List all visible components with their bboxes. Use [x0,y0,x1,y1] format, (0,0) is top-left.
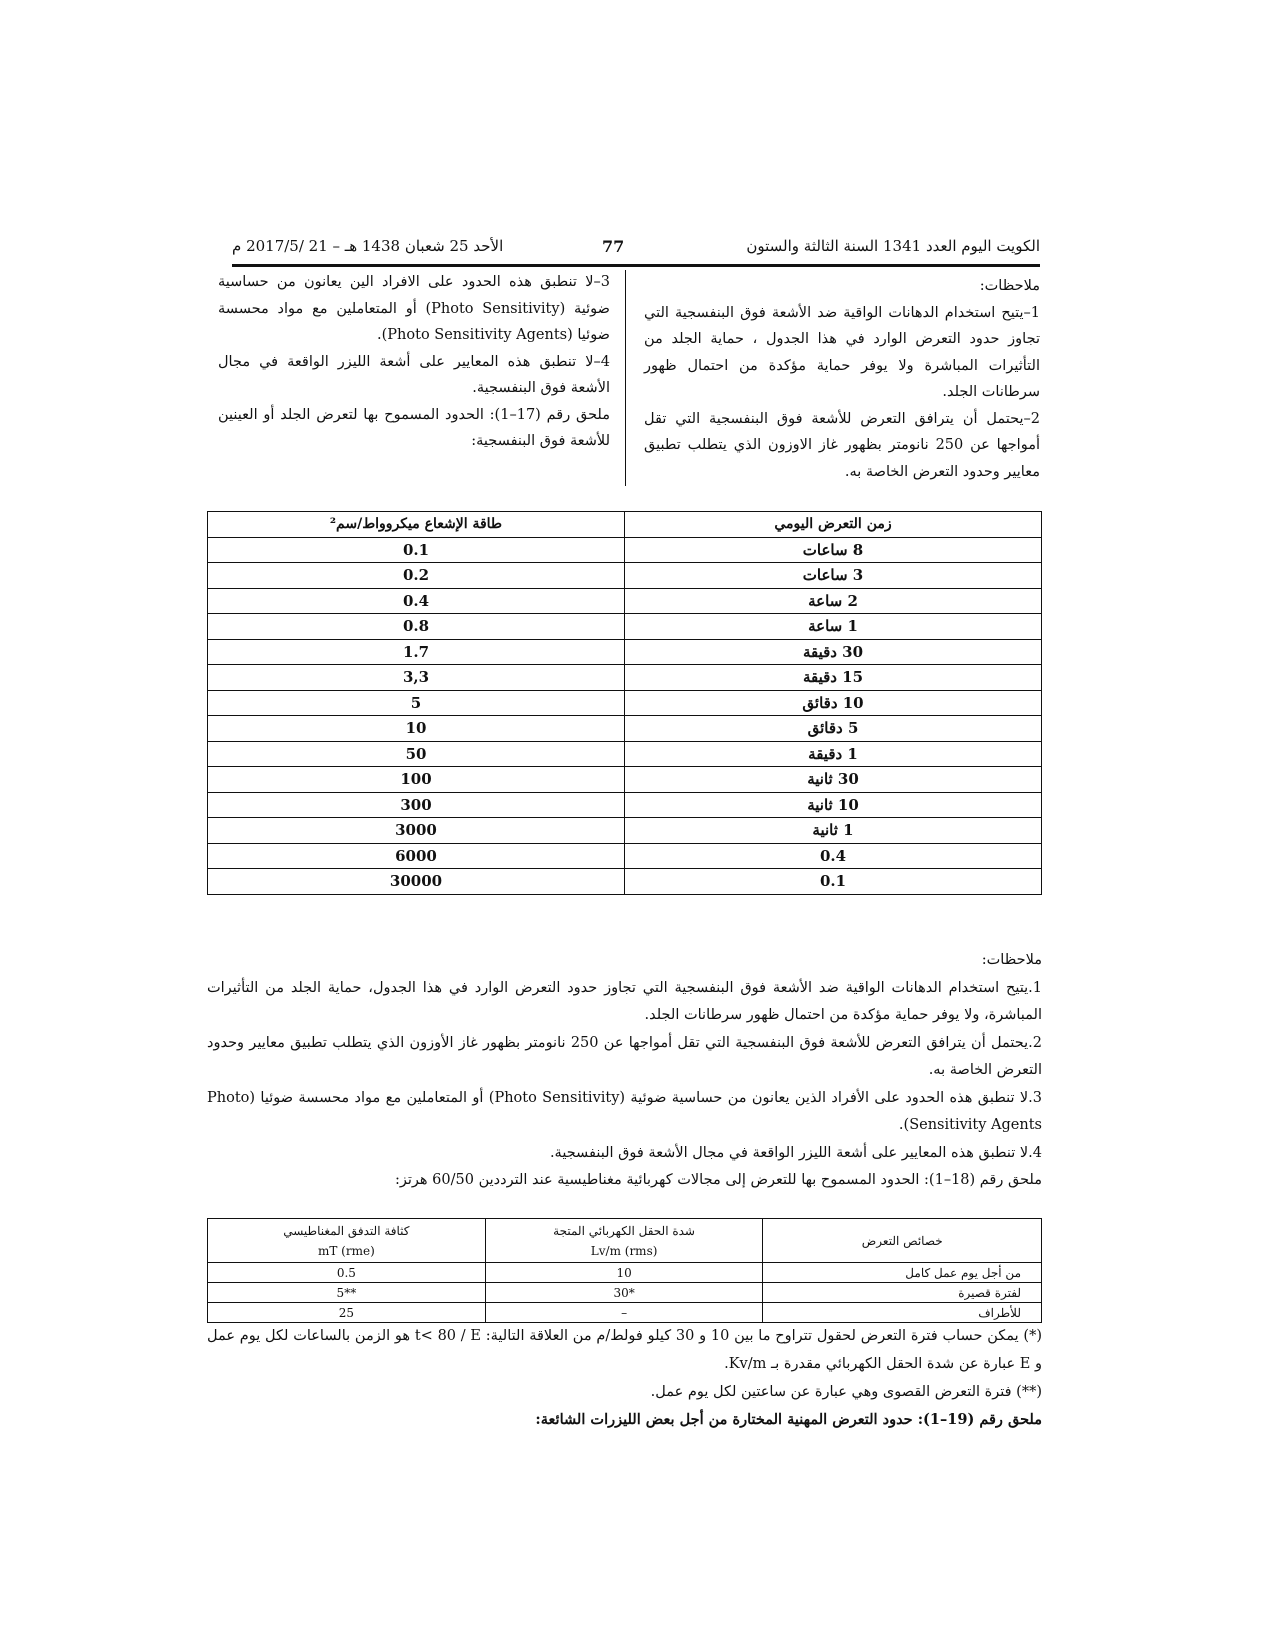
table-row [208,588,1042,614]
note-item: 2.يحتمل أن يترافق التعرض للأشعة فوق البنفسجية التي تقل أمواجها عن 250 نانومتر بظهور غاز الأوزون الذي يتطلب تطبيق معايير وحدود التعرض الخاصة به. [207,1034,1042,1078]
page-header [232,237,1040,263]
cell-radiation-energy: 1.7 [208,639,625,665]
cell-radiation-energy: 3,3 [208,665,625,691]
cell-electric-field: – [485,1303,763,1323]
notes-title: ملاحظات: [979,278,1040,294]
cell-radiation-energy: 100 [208,767,625,793]
cell-magnetic-flux: 25 [208,1303,486,1323]
table-row [208,563,1042,589]
cell-radiation-energy: 0.8 [208,614,625,640]
table-row [208,665,1042,691]
table-header-row [208,1219,1042,1263]
table-row [208,716,1042,742]
cell-exposure-time: 1 ساعة [625,614,1042,640]
cell-radiation-energy: 6000 [208,843,625,869]
note-item: 3–لا تنطبق هذه الحدود على الافراد الين يعانون من حساسية ضوئية (Photo Sensitivity) أو المتعاملين مع مواد محسسة ضوئيا (Photo Sensitivity Agents). [218,274,610,343]
cell-exposure-time: 8 ساعات [625,537,1042,563]
cell-radiation-energy: 30000 [208,869,625,895]
cell-radiation-energy: 3000 [208,818,625,844]
cell-exposure-time: 30 ثانية [625,767,1042,793]
cell-exposure-time: 10 دقائق [625,690,1042,716]
cell-exposure-time: 30 دقيقة [625,639,1042,665]
table-row [208,639,1042,665]
table-row [208,741,1042,767]
cell-radiation-energy: 5 [208,690,625,716]
table-row [208,1303,1042,1323]
note-item: 1.يتيح استخدام الدهانات الواقية ضد الأشعة فوق البنفسجية التي تجاوز حدود التعرض الوارد في هذا الجدول، حماية الجلد من التأثيرات المباشرة، ولا يوفر حماية مؤكدة من احتمال ظهور سرطانات الجلد. [207,979,1042,1023]
notes-column-left [218,269,610,455]
annex-caption: ملحق رقم (17–1): الحدود المسموح بها لتعرض الجلد أو العينين للأشعة فوق البنفسجية: [218,406,611,449]
table-row [208,869,1042,895]
cell-exposure-time: 10 ثانية [625,792,1042,818]
cell-radiation-energy: 0.2 [208,563,625,589]
footnote: (**) فترة التعرض القصوى وهي عبارة عن ساعتين لكل يوم عمل. [650,1384,1042,1400]
table-row [208,792,1042,818]
cell-magnetic-flux: **5 [208,1283,486,1303]
header-radiation-energy: طاقة الإشعاع ميكروواط/سم² [208,512,625,538]
note-item: 2–يحتمل أن يترافق التعرض للأشعة فوق البنفسجية التي تقل أمواجها عن 250 نانومتر بظهور غاز الاوزون الذي يتطلب تطبيق معايير وحدود التعرض الخاصة به. [644,410,1040,480]
header-magnetic-flux: كثافة التدفق المغناطيسي mT (rme) [208,1219,486,1263]
cell-radiation-energy: 300 [208,792,625,818]
cell-radiation-energy: 0.1 [208,537,625,563]
header-exposure-characteristics: خصائص التعرض [763,1219,1042,1263]
header-date: الأحد 25 شعبان 1438 هـ – 21 /2017/5 م [232,237,504,255]
note-item: 3.لا تنطبق هذه الحدود على الأفراد الذين يعانون من حساسية ضوئية (Photo Sensitivity) أو المتعاملين مع مواد محسسة ضوئيا (Photo Sensitivity Agents). [207,1089,1042,1133]
cell-radiation-energy: 50 [208,741,625,767]
footnote: (*) يمكن حساب فترة التعرض لحقول تتراوح ما بين 10 و 30 كيلو فولط/م من العلاقة التالية: t< 80 / E هو الزمن بالساعات لكل يوم عمل و E عبارة عن شدة الحقل الكهربائي مقدرة بـ Kv/m. [207,1328,1042,1372]
table-row [208,537,1042,563]
table-row [208,1283,1042,1303]
table-row [208,818,1042,844]
cell-exposure-time: 3 ساعات [625,563,1042,589]
uv-exposure-table [207,511,1042,895]
notes-title: ملاحظات: [981,952,1042,968]
cell-electric-field: 10 [485,1263,763,1283]
unit-label: Lv/m (rms) [590,1243,658,1258]
header-publication: الكويت اليوم العدد 1341 السنة الثالثة والستون [746,237,1040,255]
column-divider [625,270,626,486]
annex-caption: ملحق رقم (19–1): حدود التعرض المهنية المختارة من أجل بعض الليزرات الشائعة: [535,1411,1042,1428]
table-row [208,614,1042,640]
table-row [208,767,1042,793]
table-row [208,690,1042,716]
notes-column-right [644,273,1040,485]
cell-exposure-time: 15 دقيقة [625,665,1042,691]
cell-magnetic-flux: 0.5 [208,1263,486,1283]
note-item: 4.لا تنطبق هذه المعايير على أشعة الليزر الواقعة في مجال الأشعة فوق البنفسجية. [549,1144,1042,1161]
cell-exposure-time: 5 دقائق [625,716,1042,742]
annex-caption: ملحق رقم (18–1): الحدود المسموح بها للتعرض إلى مجالات كهربائية مغناطيسية عند الترددين 60/50 هرتز: [394,1172,1042,1188]
cell-exposure-time: 1 ثانية [625,818,1042,844]
cell-radiation-energy: 0.4 [208,588,625,614]
cell-exposure-characteristic: من أجل يوم عمل كامل [763,1263,1042,1283]
page-number: 77 [602,237,625,256]
cell-electric-field: *30 [485,1283,763,1303]
footnotes [207,1322,1042,1434]
cell-exposure-characteristic: للأطراف [763,1303,1042,1323]
unit-label: mT (rme) [317,1243,375,1258]
cell-exposure-time: 1 دقيقة [625,741,1042,767]
table-row [208,1263,1042,1283]
note-item: 1–يتيح استخدام الدهانات الواقية ضد الأشعة فوق البنفسجية التي تجاوز حدود التعرض الوارد في هذا الجدول ، حماية الجلد من التأثيرات المباشرة ولا يوفر حماية مؤكدة من احتمال ظهور سرطانات الجلد. [644,304,1040,400]
cell-radiation-energy: 10 [208,716,625,742]
table-row [208,843,1042,869]
header-rule [232,264,1040,267]
em-field-table [207,1218,1042,1323]
cell-exposure-time: 0.4 [625,843,1042,869]
note-item: 4–لا تنطبق هذه المعايير على أشعة الليزر الواقعة في مجال الأشعة فوق البنفسجية. [218,353,610,396]
header-electric-field: شدة الحقل الكهربائي المتجة Lv/m (rms) [485,1219,763,1263]
table-header-row [208,512,1042,538]
notes-section [207,947,1042,1195]
cell-exposure-time: 0.1 [625,869,1042,895]
header-exposure-time: زمن التعرض اليومي [625,512,1042,538]
cell-exposure-characteristic: لفترة قصيرة [763,1283,1042,1303]
cell-exposure-time: 2 ساعة [625,588,1042,614]
